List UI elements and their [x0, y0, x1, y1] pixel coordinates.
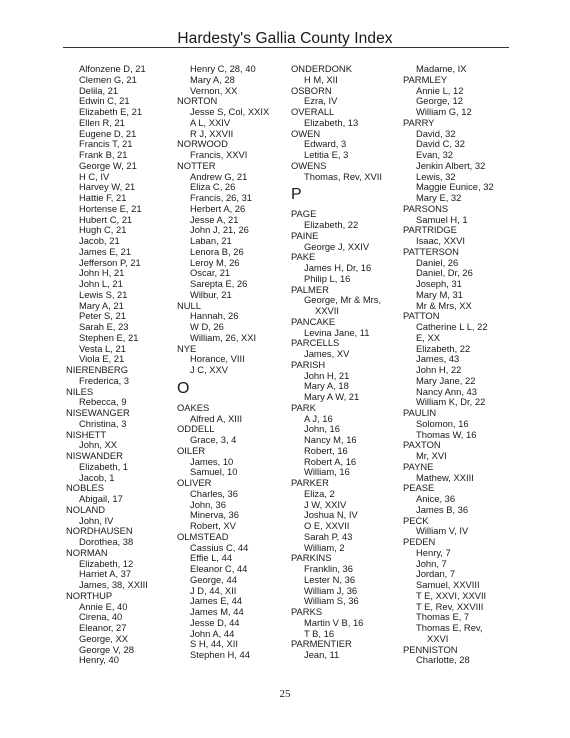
index-entry: Abigail, 17 — [79, 493, 123, 504]
index-entry: James E, 21 — [79, 245, 132, 257]
surname-heading: PARKINS — [291, 552, 332, 564]
surname-heading: ODDELL — [177, 423, 215, 435]
index-entry: Letitia E, 3 — [304, 149, 349, 160]
index-entry: Ellen R, 21 — [79, 116, 125, 128]
index-entry: Minerva, 36 — [190, 509, 239, 521]
index-entry: David, 32 — [416, 127, 456, 139]
index-entry: A L, XXIV — [190, 116, 231, 128]
index-entry: Levina Jane, 11 — [304, 326, 370, 338]
index-entry: Catherine L L, 22 — [416, 321, 488, 332]
index-entry: Sarah E, 23 — [79, 321, 129, 332]
index-entry: James, XV — [304, 348, 350, 359]
index-entry: Mr & Mrs, XX — [416, 299, 472, 311]
index-entry: Jefferson P, 21 — [79, 256, 141, 268]
index-entry: Frank B, 21 — [79, 149, 128, 160]
index-entry: Annie E, 40 — [79, 600, 128, 612]
index-entry: O E, XXVII — [304, 520, 350, 531]
index-entry: Samuel, XXVIII — [416, 579, 480, 590]
index-entry: T E, XXVI, XXVII — [416, 589, 487, 601]
index-entry: Peter S, 21 — [79, 310, 126, 322]
index-entry: James, 10 — [190, 455, 234, 467]
surname-heading: PALMER — [291, 283, 329, 295]
index-entry: Jean, 11 — [304, 649, 340, 660]
surname-heading: OAKES — [177, 401, 210, 413]
index-entry: Charlotte, 28 — [416, 654, 470, 666]
index-entry: Isaac, XXVI — [416, 235, 465, 246]
index-entry: William, 2 — [304, 541, 345, 553]
index-entry: Cirena, 40 — [79, 611, 123, 623]
index-entry: Hugh C, 21 — [79, 224, 127, 236]
index-entry: George, Mr & Mrs, — [304, 294, 382, 306]
index-entry: Laban, 21 — [190, 235, 232, 246]
index-entry: Delila, 21 — [79, 84, 119, 96]
index-entry: Solomon, 16 — [416, 417, 469, 429]
surname-heading: PARRY — [403, 116, 435, 128]
index-entry: Robert A, 16 — [304, 455, 357, 467]
index-entry: John H, 21 — [304, 369, 350, 381]
index-entry: W D, 26 — [190, 321, 224, 332]
index-entry: Lewis, 32 — [416, 170, 456, 182]
index-entry: John, 7 — [416, 557, 447, 569]
surname-heading: PANCAKE — [291, 315, 336, 327]
index-entry: David C, 32 — [416, 138, 465, 150]
index-entry: Eleanor C, 44 — [190, 563, 248, 574]
surname-heading: ONDERDONK — [291, 63, 352, 74]
index-entry: Jesse A, 21 — [190, 213, 239, 225]
index-entry: Mary Jane, 22 — [416, 374, 476, 386]
index-entry: A J, 16 — [304, 412, 333, 424]
surname-heading: OLIVER — [177, 477, 212, 488]
index-entry: William G, 12 — [416, 106, 472, 117]
surname-heading: OWEN — [291, 127, 321, 139]
index-entry: William, 26, XXI — [190, 331, 257, 343]
surname-heading: NILES — [66, 385, 94, 397]
index-column-3 — [291, 64, 382, 661]
index-entry: Edwin C, 21 — [79, 95, 130, 107]
page-number: 25 — [279, 688, 291, 700]
index-entry: Elizabeth, 12 — [79, 557, 134, 569]
surname-heading: NORTON — [177, 95, 218, 107]
index-entry: Evan, 32 — [416, 149, 454, 160]
index-entry: Stephen H, 44 — [190, 649, 250, 660]
index-entry: Cassius C, 44 — [190, 541, 249, 553]
index-entry: Leroy M, 26 — [190, 256, 240, 268]
index-entry: Jordan, 7 — [416, 568, 456, 580]
index-entry: Charles, 36 — [190, 487, 238, 499]
index-entry: Robert, XV — [190, 520, 236, 531]
index-entry: Harvey W, 21 — [79, 181, 136, 193]
index-entry: Eliza, 2 — [304, 487, 335, 499]
index-entry: Andrew G, 21 — [190, 170, 248, 182]
index-column-4 — [403, 64, 494, 666]
index-entry: T B, 16 — [304, 627, 335, 639]
index-entry: Hannah, 26 — [190, 310, 239, 322]
index-entry: John, XX — [79, 439, 118, 451]
index-entry: Eliza C, 26 — [190, 181, 236, 193]
index-entry: T E, Rev, XXVIII — [416, 600, 484, 612]
index-entry: James, 43 — [416, 353, 460, 365]
surname-heading: PAYNE — [403, 460, 434, 472]
index-entry: Mr, XVI — [416, 450, 447, 461]
surname-heading: OILER — [177, 444, 206, 456]
index-entry: E, XX — [416, 331, 440, 343]
surname-heading: PAXTON — [403, 439, 441, 451]
index-entry: James, 38, XXIII — [79, 579, 148, 590]
index-entry: Maggie Eunice, 32 — [416, 181, 494, 193]
index-column-2 — [177, 64, 269, 661]
index-entry: Joshua N, IV — [304, 509, 358, 521]
section-letter: P — [291, 186, 302, 204]
surname-heading: PARKER — [291, 477, 329, 488]
index-entry: Edward, 3 — [304, 138, 347, 150]
index-entry: Hattie F, 21 — [79, 192, 127, 203]
surname-heading: PARSONS — [403, 202, 449, 214]
surname-heading: NOTTER — [177, 159, 216, 171]
index-entry: Anice, 36 — [416, 493, 456, 504]
index-entry: J C, XXV — [190, 364, 229, 375]
index-entry: Oscar, 21 — [190, 267, 231, 279]
surname-heading: PEASE — [403, 482, 435, 494]
surname-heading: NOLAND — [66, 503, 106, 515]
index-entry: John A, 44 — [190, 627, 235, 639]
index-entry-continuation: XXVI — [427, 632, 449, 644]
index-entry: Eleanor, 27 — [79, 622, 127, 633]
index-entry: Franklin, 36 — [304, 563, 353, 574]
surname-heading: OLMSTEAD — [177, 530, 229, 542]
index-entry: Daniel, 26 — [416, 256, 459, 268]
index-entry: William V, IV — [416, 525, 469, 537]
index-entry-continuation: XXVII — [315, 305, 339, 316]
index-entry: R J, XXVII — [190, 127, 234, 139]
surname-heading: PARK — [291, 401, 316, 413]
index-entry: Eugene D, 21 — [79, 127, 137, 139]
index-entry: James M, 44 — [190, 606, 244, 617]
index-entry: William K, Dr, 22 — [416, 396, 486, 408]
index-entry: Harriet A, 37 — [79, 568, 132, 580]
surname-heading: PAULIN — [403, 407, 437, 418]
surname-heading: PECK — [403, 514, 429, 526]
index-entry: J D, 44, XII — [190, 584, 237, 596]
index-entry: Joseph, 31 — [416, 278, 462, 289]
index-entry: Thomas E, Rev, — [416, 622, 483, 633]
index-entry: Lester N, 36 — [304, 573, 356, 585]
index-entry: Philip L, 16 — [304, 272, 351, 284]
index-entry: William, 16 — [304, 466, 350, 478]
surname-heading: PARISH — [291, 358, 326, 370]
title-divider — [63, 47, 509, 48]
index-entry: Mary A, 21 — [79, 299, 124, 311]
index-entry: Nancy M, 16 — [304, 434, 357, 445]
index-entry: Horance, VIII — [190, 353, 245, 365]
index-entry: James E, 44 — [190, 595, 243, 607]
index-entry: Henry, 7 — [416, 546, 451, 558]
index-entry: J W, XXIV — [304, 498, 347, 510]
index-entry: Samuel H, 1 — [416, 213, 468, 225]
index-entry: Thomas, Rev, XVII — [304, 170, 382, 182]
index-entry: Martin V B, 16 — [304, 616, 364, 628]
index-entry: Vesta L, 21 — [79, 342, 126, 354]
index-entry: Daniel, Dr, 26 — [416, 267, 473, 279]
index-entry: Clemen G, 21 — [79, 73, 137, 85]
index-entry: Elizabeth, 22 — [416, 342, 471, 354]
index-entry: Francis T, 21 — [79, 138, 133, 150]
index-entry: Mary A, 28 — [190, 73, 235, 85]
surname-heading: NORWOOD — [177, 138, 228, 150]
index-entry: Elizabeth, 13 — [304, 116, 359, 128]
index-entry: Elizabeth E, 21 — [79, 106, 143, 117]
surname-heading: NISWANDER — [66, 450, 123, 461]
index-entry: Jacob, 21 — [79, 235, 120, 246]
index-entry: Thomas E, 7 — [416, 611, 470, 623]
surname-heading: NULL — [177, 299, 201, 311]
index-entry: William J, 36 — [304, 584, 358, 596]
index-entry: Vernon, XX — [190, 84, 238, 96]
index-entry: John, IV — [79, 514, 114, 526]
surname-heading: NOBLES — [66, 482, 105, 494]
index-entry: George V, 28 — [79, 643, 134, 655]
index-entry: John J, 21, 26 — [190, 224, 249, 236]
surname-heading: PATTON — [403, 310, 440, 322]
index-entry: John H, 21 — [79, 267, 125, 279]
index-entry: Henry, 40 — [79, 654, 119, 666]
surname-heading: NISHETT — [66, 428, 107, 440]
index-entry: Effie L, 44 — [190, 552, 233, 564]
index-entry: Herbert A, 26 — [190, 202, 246, 214]
index-entry: Alfonzene D, 21 — [79, 63, 146, 74]
index-entry: Jesse S, Col, XXIX — [190, 106, 270, 117]
surname-heading: PAKE — [291, 251, 316, 263]
index-entry: Thomas W, 16 — [416, 428, 477, 440]
index-entry: John L, 21 — [79, 278, 123, 289]
index-entry: Nancy Ann, 43 — [416, 385, 477, 397]
surname-heading: PEDEN — [403, 536, 436, 547]
index-entry: Sarah P, 43 — [304, 530, 353, 542]
index-entry: Francis, 26, 31 — [190, 192, 253, 203]
index-entry: Mary A W, 21 — [304, 391, 360, 402]
index-entry: Henry C, 28, 40 — [190, 63, 256, 74]
index-entry: George, 12 — [416, 95, 463, 107]
index-entry: Jacob, 1 — [79, 471, 115, 483]
index-entry: H M, XII — [304, 73, 338, 85]
surname-heading: NORDHAUSEN — [66, 525, 133, 537]
index-entry: Alfred A, XIII — [190, 412, 243, 424]
index-entry: Madame, IX — [416, 63, 467, 74]
index-entry: Grace, 3, 4 — [190, 434, 237, 445]
surname-heading: NYE — [177, 342, 197, 354]
index-entry: James H, Dr, 16 — [304, 262, 372, 273]
index-entry: Viola E, 21 — [79, 353, 125, 365]
index-entry: Samuel, 10 — [190, 466, 238, 478]
index-entry: S H, 44, XII — [190, 638, 238, 650]
surname-heading: PAINE — [291, 229, 319, 241]
index-entry: Sarepta E, 26 — [190, 278, 248, 289]
index-entry: Annie L, 12 — [416, 84, 464, 96]
index-entry: George W, 21 — [79, 159, 137, 171]
index-entry: Elizabeth, 22 — [304, 219, 359, 230]
index-entry: William S, 36 — [304, 595, 359, 607]
surname-heading: PARCELLS — [291, 337, 340, 349]
index-entry: George, 44 — [190, 573, 237, 585]
index-entry: Rebecca, 9 — [79, 396, 127, 408]
index-entry: Elizabeth, 1 — [79, 460, 128, 472]
index-entry: Francis, XXVI — [190, 149, 248, 160]
surname-heading: PARMLEY — [403, 73, 448, 85]
index-entry: John, 16 — [304, 423, 340, 435]
surname-heading: PARKS — [291, 606, 323, 617]
index-entry: James B, 36 — [416, 503, 469, 515]
index-entry: John, 36 — [190, 498, 226, 510]
index-entry: Hortense E, 21 — [79, 202, 142, 214]
index-entry: Stephen E, 21 — [79, 331, 139, 343]
surname-heading: NORMAN — [66, 546, 108, 558]
index-entry: Mathew, XXIII — [416, 471, 474, 483]
page-title: Hardesty's Gallia County Index — [177, 30, 393, 47]
index-entry: Lewis S, 21 — [79, 288, 128, 300]
surname-heading: PENNISTON — [403, 643, 458, 655]
index-entry: John H, 22 — [416, 364, 462, 375]
surname-heading: NISEWANGER — [66, 407, 130, 418]
surname-heading: OVERALL — [291, 106, 335, 117]
surname-heading: PARMENTIER — [291, 638, 352, 650]
index-entry: Hubert C, 21 — [79, 213, 133, 225]
index-entry: Jesse D, 44 — [190, 616, 240, 628]
index-entry: H C, IV — [79, 170, 110, 182]
index-entry: George, XX — [79, 632, 128, 644]
surname-heading: PATTERSON — [403, 245, 459, 257]
index-entry: Robert, 16 — [304, 444, 348, 456]
surname-heading: OSBORN — [291, 84, 332, 96]
index-entry: Dorothea, 38 — [79, 536, 134, 547]
index-entry: Christina, 3 — [79, 417, 127, 429]
index-entry: Mary A, 18 — [304, 380, 349, 392]
index-entry: Mary E, 32 — [416, 192, 462, 203]
index-entry: Wilbur, 21 — [190, 288, 232, 300]
index-entry: George J, XXIV — [304, 240, 370, 252]
surname-heading: NIERENBERG — [66, 364, 128, 375]
index-entry: Mary M, 31 — [416, 288, 463, 300]
surname-heading: NORTHUP — [66, 589, 113, 601]
surname-heading: PAGE — [291, 208, 317, 220]
surname-heading: OWENS — [291, 159, 327, 171]
index-entry: Ezra, IV — [304, 95, 338, 107]
index-entry: Frederica, 3 — [79, 374, 130, 386]
index-entry: Lenora B, 26 — [190, 245, 244, 257]
index-column-1 — [66, 64, 148, 666]
section-letter: O — [177, 379, 190, 397]
index-entry: Jenkin Albert, 32 — [416, 159, 486, 171]
surname-heading: PARTRIDGE — [403, 224, 457, 236]
